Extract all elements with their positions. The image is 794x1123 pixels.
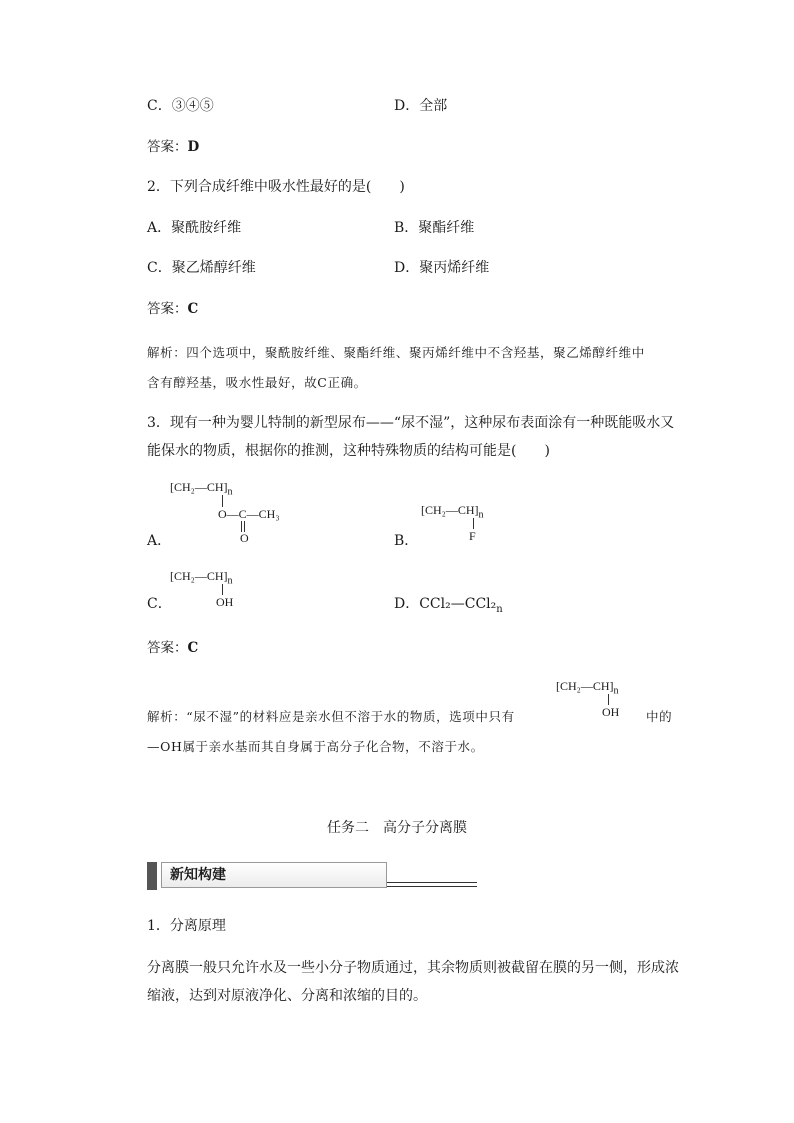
q2-option-c: C．聚乙烯醇纤维 <box>147 260 256 276</box>
left-bracket: [ <box>170 480 174 494</box>
ester-group: O—C—CH₃ <box>218 507 280 521</box>
chain-text: CH₂—CH <box>560 679 610 693</box>
chain-text: CH₂—CH <box>425 503 475 517</box>
q3-option-c-label: C． <box>147 596 172 612</box>
polymer-chain <box>170 481 233 498</box>
substituent: F <box>469 529 476 543</box>
q1-option-d: D．全部 <box>394 98 448 114</box>
q2-option-b: B．聚酯纤维 <box>394 220 475 236</box>
q3-explanation-line1-b: 中的 <box>646 709 673 724</box>
q3-answer <box>147 639 198 657</box>
answer-label: 答案： <box>147 301 188 317</box>
left-bracket: [ <box>170 569 174 583</box>
left-bracket: [ <box>421 503 425 517</box>
repeat-subscript: n <box>613 685 619 697</box>
polymer-chain <box>421 504 484 521</box>
option-c-structure <box>170 570 270 610</box>
repeat-subscript: n <box>227 486 233 498</box>
section-banner <box>147 862 477 890</box>
section-title: 任务二 高分子分离膜 <box>327 820 467 836</box>
heading-separation-principle: 1．分离原理 <box>147 918 226 934</box>
banner-bar <box>147 862 157 890</box>
q3-stem-line1: 3．现有一种为婴儿特制的新型尿布——“尿不湿”，这种尿布表面涂有一种既能吸水又 <box>147 415 675 431</box>
substituent: OH <box>216 595 234 609</box>
right-bracket: ] <box>474 503 479 517</box>
repeat-subscript: n <box>478 509 484 521</box>
repeat-subscript: n <box>496 603 503 615</box>
answer-label: 答案： <box>147 640 188 656</box>
q1-option-c: C．③④⑤ <box>147 98 214 114</box>
answer-value: C <box>187 640 199 656</box>
q3-option-b-label: B． <box>394 533 419 549</box>
bond-line <box>608 694 609 705</box>
answer-label: 答案： <box>147 139 188 155</box>
q3-option-d <box>394 595 503 619</box>
carbonyl-oxygen: O <box>240 531 249 545</box>
q2-option-a: A．聚酰胺纤维 <box>147 220 242 236</box>
right-bracket: ] <box>223 569 228 583</box>
right-bracket: ] <box>223 480 228 494</box>
banner-label: 新知构建 <box>161 862 387 888</box>
q2-answer <box>147 300 198 318</box>
bond-line <box>222 584 223 595</box>
bond-line <box>222 495 223 507</box>
q2-explanation-line2: 含有醇羟基，吸水性最好，故C正确。 <box>147 375 367 390</box>
answer-value: D <box>187 139 200 155</box>
right-bracket: ] <box>609 679 614 693</box>
q1-answer <box>147 138 199 156</box>
repeat-subscript: n <box>227 575 233 587</box>
option-b-structure <box>421 504 521 544</box>
substituent: OH <box>602 705 620 719</box>
polymer-chain <box>170 570 233 587</box>
q3-explanation-line1-a: 解析：“尿不湿”的材料应是亲水但不溶于水的物质，选项中只有 <box>147 709 515 724</box>
q3-option-a-label: A． <box>147 533 172 549</box>
left-bracket: [ <box>556 679 560 693</box>
q2-stem: 2．下列合成纤维中吸水性最好的是( ) <box>147 179 405 195</box>
option-d-text: D．CCl₂—CCl₂ <box>394 596 497 612</box>
banner-rule <box>387 882 477 883</box>
option-a-structure <box>170 480 300 545</box>
inline-structure <box>556 680 656 720</box>
paragraph-separation-principle: 分离膜一般只允许水及一些小分子物质通过，其余物质则被截留在膜的另一侧，形成浓缩液，达到对原液净化、分离和浓缩的目的。 <box>147 960 679 1004</box>
q2-option-d: D．聚丙烯纤维 <box>394 260 490 276</box>
q2-explanation-line1: 解析：四个选项中，聚酰胺纤维、聚酯纤维、聚丙烯纤维中不含羟基，聚乙烯醇纤维中 <box>147 345 645 360</box>
chain-text: CH₂—CH <box>174 480 224 494</box>
answer-value: C <box>187 301 199 317</box>
banner-rule <box>387 886 477 887</box>
polymer-chain <box>556 680 619 697</box>
q3-explanation-line2: —OH属于亲水基而其自身属于高分子化合物，不溶于水。 <box>147 739 484 754</box>
bond-line <box>473 518 474 529</box>
q3-stem-line2: 能保水的物质，根据你的推测，这种特殊物质的结构可能是( ) <box>147 443 550 459</box>
chain-text: CH₂—CH <box>174 569 224 583</box>
